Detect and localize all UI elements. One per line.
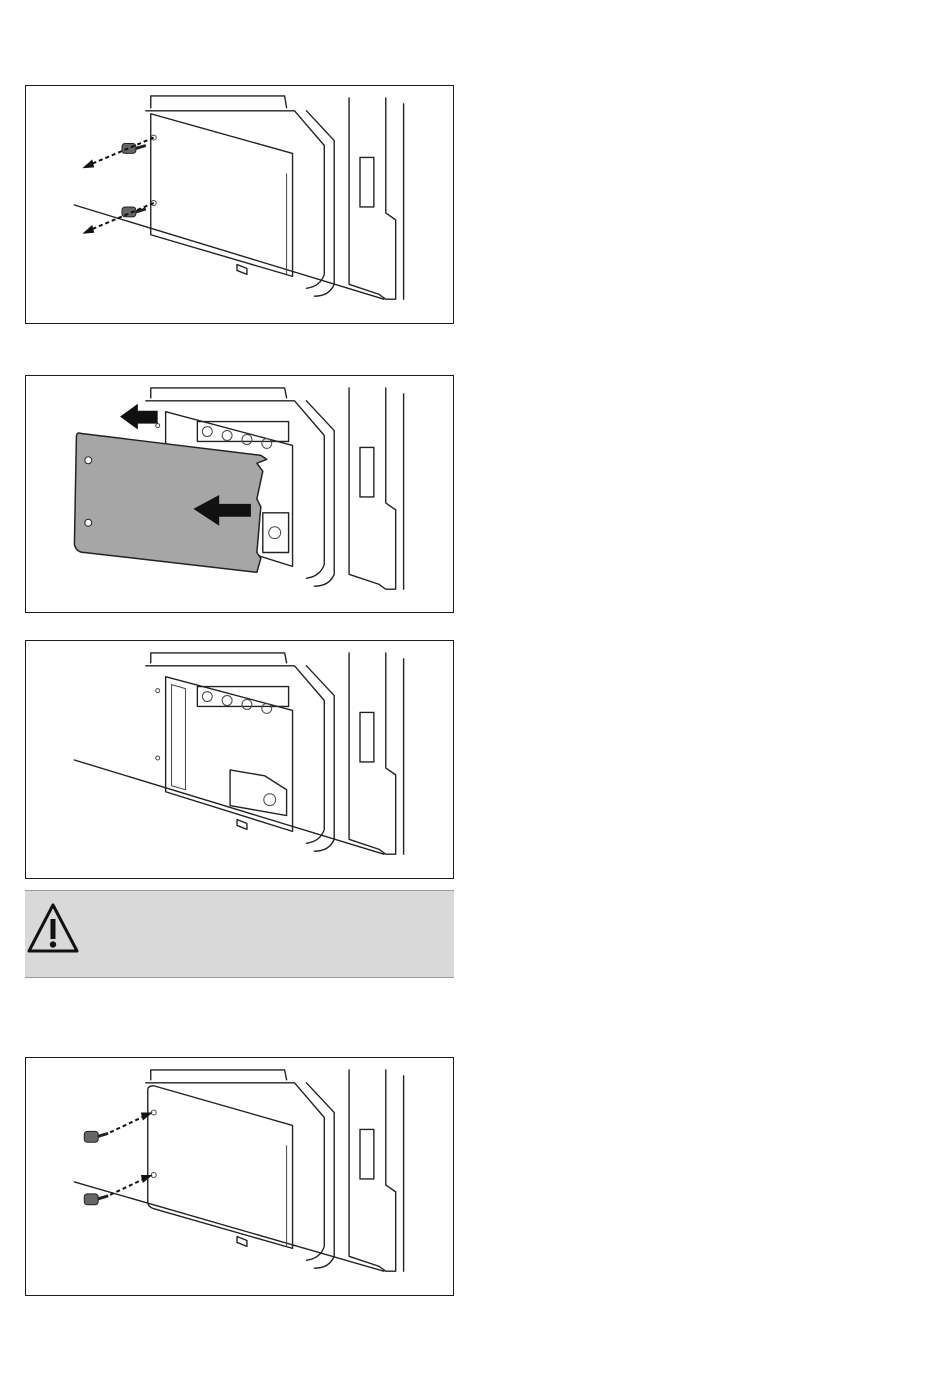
illustration-terminals-exposed	[26, 641, 453, 878]
figure-reinstall-screws	[25, 1057, 454, 1296]
figure-remove-screws	[25, 85, 454, 324]
illustration-remove-screws	[26, 86, 453, 323]
screw-icon	[84, 1131, 108, 1142]
arrow-left-icon	[120, 404, 158, 430]
figure-remove-cover	[25, 375, 454, 613]
dashed-arrow-in-icon	[110, 1175, 153, 1195]
terminal-block	[197, 687, 288, 816]
figure-terminals-exposed	[25, 640, 454, 879]
illustration-remove-cover	[26, 376, 453, 612]
dashed-arrow-in-icon	[110, 1113, 153, 1133]
screw-icon	[84, 1194, 108, 1205]
cover-plate	[74, 433, 266, 572]
warning-triangle-icon	[25, 899, 83, 955]
dashed-arrow-out-icon	[82, 138, 153, 169]
illustration-reinstall-screws	[26, 1058, 453, 1295]
warning-box	[25, 890, 454, 978]
